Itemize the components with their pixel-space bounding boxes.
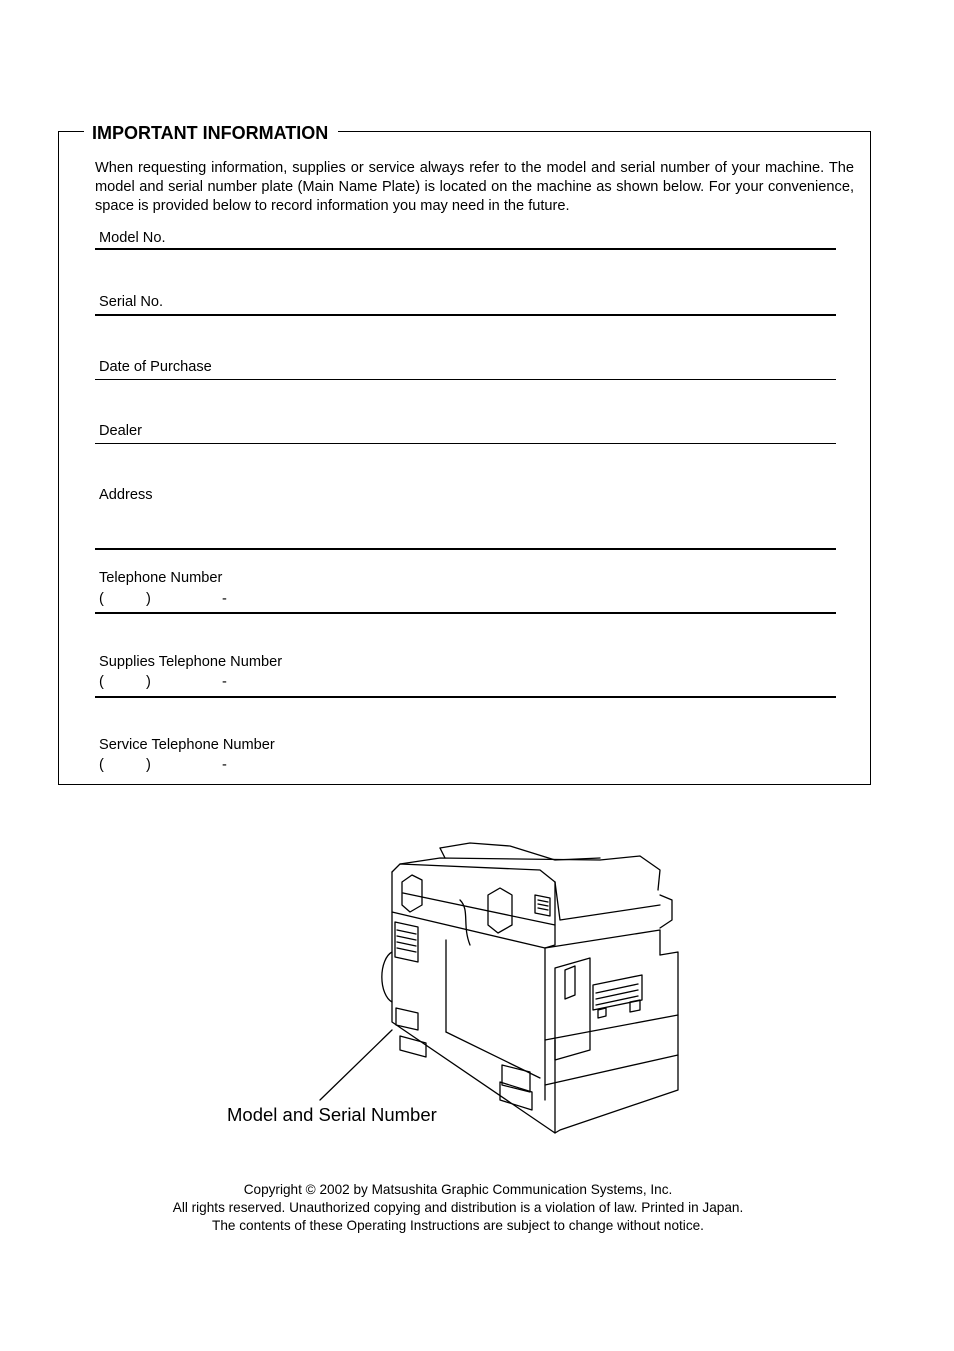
box-title: IMPORTANT INFORMATION — [84, 121, 338, 145]
supplies-telephone-label: Supplies Telephone Number — [99, 654, 283, 670]
copyright-line: Copyright © 2002 by Matsushita Graphic Communication Systems, Inc. — [243, 1182, 673, 1197]
supplies-telephone-dash: - — [222, 674, 227, 690]
telephone-dash: - — [222, 591, 227, 607]
telephone-close-paren: ) — [146, 591, 151, 607]
model-serial-callout: Model and Serial Number — [227, 1104, 437, 1125]
supplies-telephone-line[interactable] — [95, 696, 836, 698]
service-telephone-label: Service Telephone Number — [99, 737, 275, 753]
supplies-telephone-open-paren: ( — [99, 674, 104, 690]
footer — [0, 1181, 916, 1235]
supplies-telephone-close-paren: ) — [146, 674, 151, 690]
model-number-line[interactable] — [95, 248, 836, 250]
dealer-label: Dealer — [99, 423, 142, 439]
dealer-line[interactable] — [95, 443, 836, 444]
service-telephone-close-paren: ) — [146, 757, 151, 773]
machine-rear-illustration — [220, 835, 690, 1140]
address-label: Address — [99, 487, 153, 503]
serial-number-line[interactable] — [95, 314, 836, 316]
service-telephone-dash: - — [222, 757, 227, 773]
serial-number-label: Serial No. — [99, 294, 164, 310]
telephone-label: Telephone Number — [99, 570, 223, 586]
telephone-open-paren: ( — [99, 591, 104, 607]
telephone-line[interactable] — [95, 612, 836, 614]
model-number-label: Model No. — [99, 230, 166, 246]
intro-paragraph: When requesting information, supplies or service always refer to the model and serial number of your machine. The model and serial number plate (Main Name Plate) is located on the machine as shown below. For your convenience, space is provided below to record information you may need in the future. — [95, 160, 854, 214]
notice-line: The contents of these Operating Instructions are subject to change without notice. — [212, 1218, 704, 1233]
address-line[interactable] — [95, 548, 836, 550]
important-information-box — [58, 131, 871, 785]
purchase-date-label: Date of Purchase — [99, 359, 212, 375]
service-telephone-open-paren: ( — [99, 757, 104, 773]
rights-line: All rights reserved. Unauthorized copying and distribution is a violation of law. Printed in Japan. — [172, 1200, 744, 1215]
purchase-date-line[interactable] — [95, 379, 836, 380]
